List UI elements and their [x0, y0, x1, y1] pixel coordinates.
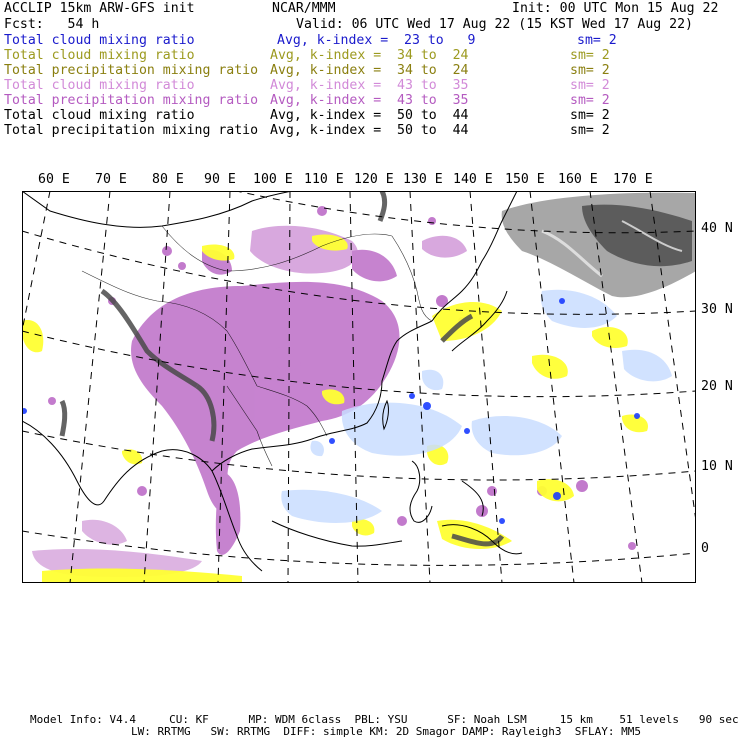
longitude-label: 80 E [152, 172, 184, 187]
longitude-label: 140 E [453, 172, 493, 187]
longitude-label: 160 E [558, 172, 598, 187]
longitude-label: 130 E [403, 172, 443, 187]
legend-smoothing: sm= 2 [570, 123, 610, 138]
legend-k-index: Avg, k-index = 34 to 24 [270, 48, 469, 63]
forecast-hour: Fcst: 54 h [4, 17, 100, 32]
map-canvas [22, 191, 696, 583]
center-label: NCAR/MMM [272, 1, 336, 16]
legend-field-label: Total precipitation mixing ratio [4, 93, 259, 108]
latitude-label: 40 N [701, 221, 733, 236]
longitude-label: 120 E [354, 172, 394, 187]
legend-field-label: Total precipitation mixing ratio [4, 63, 259, 78]
latitude-label: 20 N [701, 379, 733, 394]
legend-field-label: Total cloud mixing ratio [4, 108, 195, 123]
longitude-label: 90 E [204, 172, 236, 187]
legend-smoothing: sm= 2 [570, 93, 610, 108]
init-time: Init: 00 UTC Mon 15 Aug 22 [512, 1, 719, 16]
longitude-label: 100 E [253, 172, 293, 187]
legend-k-index: Avg, k-index = 50 to 44 [270, 123, 469, 138]
legend-k-index: Avg, k-index = 50 to 44 [270, 108, 469, 123]
valid-time: Valid: 06 UTC Wed 17 Aug 22 (15 KST Wed 17 Aug 22) [296, 17, 693, 32]
legend-k-index: Avg, k-index = 34 to 24 [270, 63, 469, 78]
legend-field-label: Total cloud mixing ratio [4, 33, 195, 48]
legend-field-label: Total cloud mixing ratio [4, 48, 195, 63]
legend-field-label: Total precipitation mixing ratio [4, 123, 259, 138]
legend-smoothing: sm= 2 [570, 78, 610, 93]
longitude-label: 110 E [304, 172, 344, 187]
legend-k-index: Avg, k-index = 43 to 35 [270, 78, 469, 93]
latitude-label: 0 [701, 541, 709, 556]
legend-smoothing: sm= 2 [570, 48, 610, 63]
latitude-label: 30 N [701, 302, 733, 317]
legend-smoothing: sm= 2 [570, 108, 610, 123]
latitude-label: 10 N [701, 459, 733, 474]
model-info-line1: Model Info: V4.4 CU: KF MP: WDM 6class PBL: YSU SF: Noah LSM 15 km 51 levels 90 sec [30, 713, 739, 726]
model-info-line2: LW: RRTMG SW: RRTMG DIFF: simple KM: 2D Smagor DAMP: Rayleigh3 SFLAY: MM5 [131, 725, 641, 738]
longitude-label: 170 E [613, 172, 653, 187]
map-panel [22, 191, 696, 583]
longitude-label: 60 E [38, 172, 70, 187]
longitude-label: 150 E [505, 172, 545, 187]
legend-k-index: Avg, k-index = 23 to 9 [277, 33, 476, 48]
longitude-label: 70 E [95, 172, 127, 187]
legend-k-index: Avg, k-index = 43 to 35 [270, 93, 469, 108]
legend-smoothing: sm= 2 [570, 63, 610, 78]
legend-smoothing: sm= 2 [577, 33, 617, 48]
legend-field-label: Total cloud mixing ratio [4, 78, 195, 93]
plot-title: ACCLIP 15km ARW-GFS init [4, 1, 195, 16]
